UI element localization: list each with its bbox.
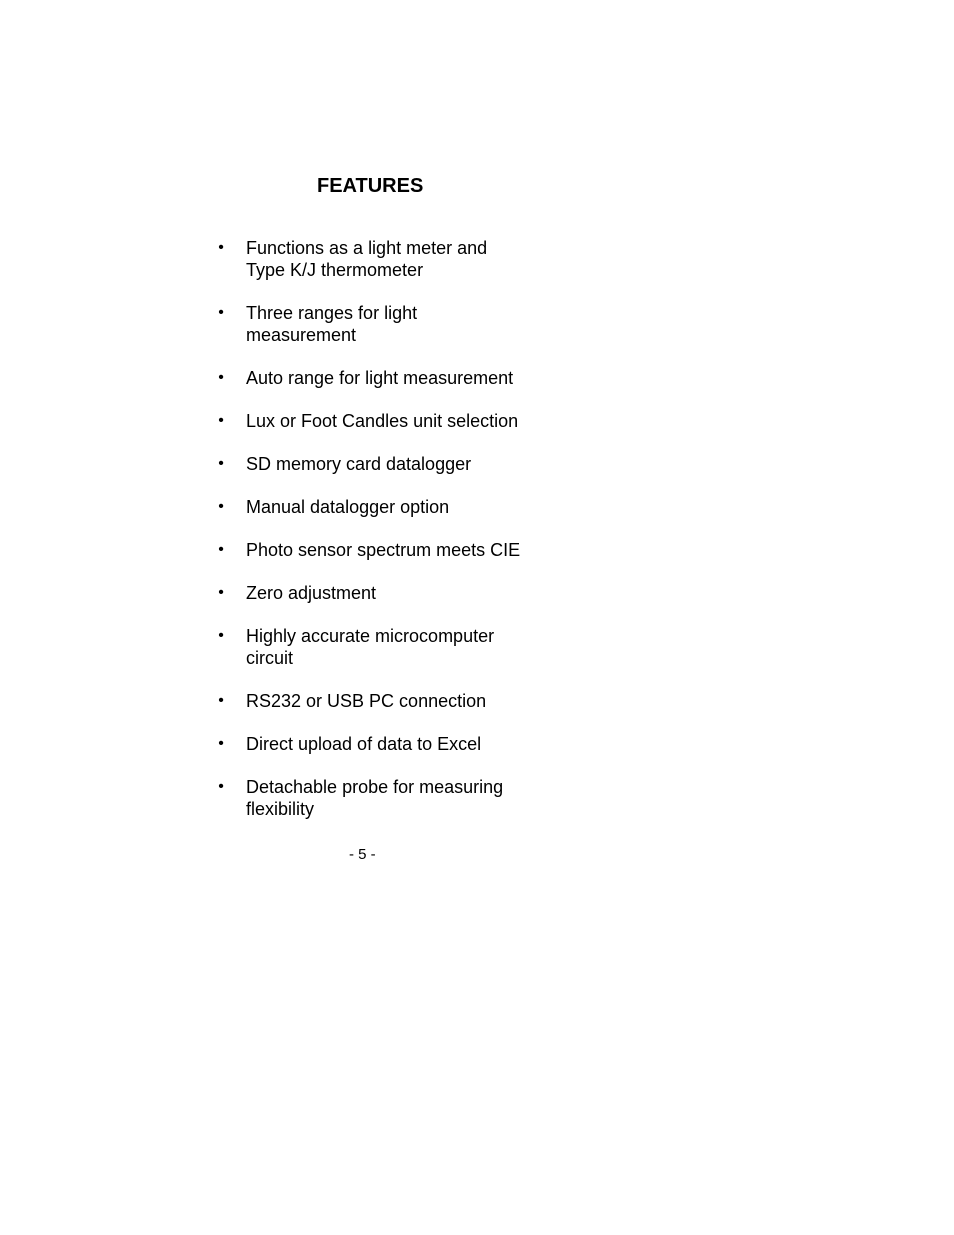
list-item — [214, 237, 554, 281]
list-item — [214, 690, 554, 712]
bullet-icon: • — [218, 412, 224, 429]
list-item — [214, 776, 554, 820]
list-item — [214, 367, 554, 389]
bullet-icon: • — [218, 584, 224, 601]
page-number: - 5 - — [349, 846, 376, 863]
feature-text: SD memory card datalogger — [246, 454, 472, 474]
bullet-icon: • — [218, 369, 224, 386]
bullet-icon: • — [218, 778, 224, 795]
feature-text: Photo sensor spectrum meets CIE — [246, 540, 521, 560]
page-title: FEATURES — [317, 175, 424, 197]
feature-text: Highly accurate microcomputer circuit — [246, 626, 495, 668]
list-item — [214, 496, 554, 518]
feature-text: RS232 or USB PC connection — [246, 691, 487, 711]
list-item — [214, 539, 554, 561]
feature-text: Detachable probe for measuring flexibility — [246, 777, 504, 819]
list-item — [214, 733, 554, 755]
list-item — [214, 582, 554, 604]
feature-text: Lux or Foot Candles unit selection — [246, 411, 519, 431]
bullet-icon: • — [218, 239, 224, 256]
bullet-icon: • — [218, 541, 224, 558]
list-item — [214, 453, 554, 475]
list-item — [214, 410, 554, 432]
feature-text: Three ranges for light measurement — [246, 303, 418, 345]
bullet-icon: • — [218, 304, 224, 321]
bullet-icon: • — [218, 498, 224, 515]
feature-text: Manual datalogger option — [246, 497, 450, 517]
feature-text: Zero adjustment — [246, 583, 377, 603]
bullet-icon: • — [218, 455, 224, 472]
bullet-icon: • — [218, 735, 224, 752]
list-item — [214, 625, 554, 669]
bullet-icon: • — [218, 692, 224, 709]
feature-text: Functions as a light meter and Type K/J thermometer — [246, 238, 488, 280]
bullet-icon: • — [218, 627, 224, 644]
list-item — [214, 302, 554, 346]
feature-list — [214, 237, 554, 841]
feature-text: Auto range for light measurement — [246, 368, 514, 388]
feature-text: Direct upload of data to Excel — [246, 734, 482, 754]
